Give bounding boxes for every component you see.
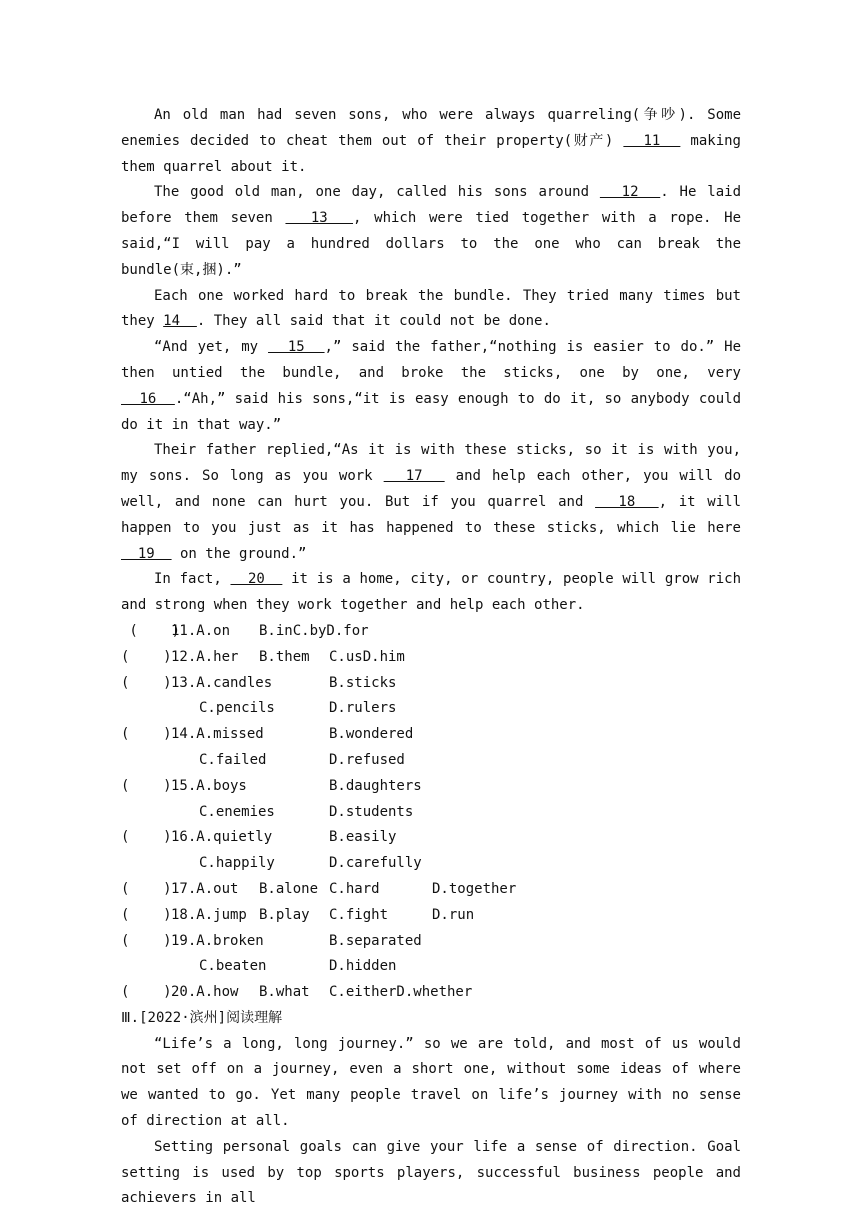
option-a: 20.A.how — [171, 984, 239, 1001]
option-c: C.fight — [329, 906, 389, 923]
option-d: D.rulers — [329, 700, 397, 717]
option-a: 14.A.missed — [171, 726, 264, 743]
option-a: 13.A.candles — [171, 674, 273, 691]
text: making them quarrel about it. — [121, 132, 741, 175]
question-18 — [121, 903, 741, 929]
option-d: D.run — [432, 906, 475, 923]
option-b: B.easily — [329, 829, 397, 846]
text: Each one worked hard to break the bundle. They tried many times but they — [121, 287, 741, 330]
answer-paren[interactable]: ( ) — [121, 829, 172, 846]
option-b: B.play — [259, 906, 310, 923]
option-c: C.beaten — [199, 958, 267, 975]
option-a: 12.A.her — [171, 648, 239, 665]
option-b: B.sticks — [329, 674, 397, 691]
question-13-line-2 — [121, 696, 741, 722]
option-b: B.what — [259, 984, 310, 1001]
passage-paragraph-3 — [121, 284, 741, 336]
option-c: C.happily — [199, 855, 275, 872]
option-b: B.them — [259, 648, 310, 665]
option-d: D.hidden — [329, 958, 397, 975]
question-16-line-2 — [121, 851, 741, 877]
text: “And yet, my — [154, 339, 269, 356]
text: on the ground.” — [171, 545, 307, 562]
answer-paren[interactable]: ( ) — [121, 622, 181, 639]
option-d: D.students — [329, 803, 414, 820]
option-d: D.refused — [329, 751, 405, 768]
answer-paren[interactable]: ( ) — [121, 906, 172, 923]
option-b: B.daughters — [329, 777, 422, 794]
text: The good old man, one day, called his sons around — [154, 184, 600, 201]
section-heading: Ⅲ.[2022·滨州]阅读理解 — [121, 1009, 283, 1026]
text: it is a home, city, or country, people will grow rich and strong when they work together and help each other. — [121, 571, 742, 614]
question-15 — [121, 774, 741, 800]
answer-paren[interactable]: ( ) — [121, 674, 172, 691]
blank-18: 18 — [595, 493, 659, 510]
option-d: D.carefully — [329, 855, 422, 872]
blank-16: 16 — [121, 390, 175, 407]
text: Their father replied,“As it is with these sticks, so it is with you, my sons. So long as you work — [121, 442, 741, 485]
blank-13: 13 — [285, 210, 354, 227]
question-14-line-2 — [121, 748, 741, 774]
answer-paren[interactable]: ( ) — [121, 726, 172, 743]
option-c: C.failed — [199, 751, 267, 768]
reading-paragraph-1: “Life’s a long, long journey.” so we are told, and most of us would not set off on a journey, even a short one, without some ideas of where we wanted to go. Yet many people travel on life’s journey with no sense of direction at all. — [121, 1035, 741, 1130]
question-16 — [121, 825, 741, 851]
passage-paragraph-4 — [121, 335, 741, 438]
reading-paragraph-2: Setting personal goals can give your life a sense of direction. Goal setting is used by top sports players, successful business people and achievers in all — [121, 1138, 741, 1207]
passage-paragraph-6 — [121, 567, 741, 619]
blank-17: 17 — [383, 468, 445, 485]
option-a: 19.A.broken — [171, 932, 264, 949]
question-13 — [121, 671, 741, 697]
answer-paren[interactable]: ( ) — [121, 984, 172, 1001]
passage-paragraph-2 — [121, 180, 741, 283]
document-page — [121, 103, 741, 1212]
option-c: C.usD.him — [329, 648, 405, 665]
option-b: B.wondered — [329, 726, 414, 743]
option-b: B.inC.byD.for — [259, 622, 369, 639]
question-19 — [121, 929, 741, 955]
option-b: B.separated — [329, 932, 422, 949]
text: ,” said the father,“nothing is easier to do.” He then untied the bundle, and broke the sticks, one by one, very — [121, 339, 741, 381]
text: . They all said that it could not be done. — [196, 313, 551, 330]
question-17 — [121, 877, 741, 903]
text: , it will happen to you just as it has happened to these sticks, which lie here — [121, 493, 742, 536]
text: An old man had seven sons, who were always quarreling(争吵). Some enemies decided to cheat them out of their property(财产) — [121, 107, 741, 149]
question-15-line-2 — [121, 800, 741, 826]
option-d: D.together — [432, 880, 517, 897]
blank-19: 19 — [121, 545, 172, 562]
question-20 — [121, 980, 741, 1006]
option-c: C.hard — [329, 880, 380, 897]
blank-11: 11 — [623, 132, 681, 149]
answer-paren[interactable]: ( ) — [121, 648, 172, 665]
option-c: C.eitherD.whether — [329, 984, 473, 1001]
text: , which were tied together with a rope. He said,“I will pay a hundred dollars to the one who can break the bundle(束,捆).” — [121, 210, 742, 278]
option-c: C.pencils — [199, 700, 275, 717]
blank-12: 12 — [599, 184, 661, 201]
blank-14: 14 — [163, 313, 197, 330]
question-12 — [121, 645, 741, 671]
option-a: 17.A.out — [171, 880, 239, 897]
question-14 — [121, 722, 741, 748]
text: . He laid before them seven — [121, 184, 741, 227]
answer-paren[interactable]: ( ) — [121, 932, 172, 949]
text: .“Ah,” said his sons,“it is easy enough to do it, so anybody could do it in that way.” — [121, 390, 741, 433]
text: and help each other, you will do well, and none can hurt you. But if you quarrel and — [121, 468, 741, 510]
answer-paren[interactable]: ( ) — [121, 880, 172, 897]
text: In fact, — [154, 571, 231, 588]
option-a: 11.A.on — [171, 622, 231, 639]
passage-paragraph-1 — [121, 103, 741, 180]
option-a: 16.A.quietly — [171, 829, 273, 846]
option-b: B.alone — [259, 880, 319, 897]
question-19-line-2 — [121, 954, 741, 980]
option-a: 15.A.boys — [171, 777, 247, 794]
answer-paren[interactable]: ( ) — [121, 777, 172, 794]
blank-15: 15 — [268, 339, 325, 356]
question-list — [121, 619, 741, 1006]
question-11 — [121, 619, 741, 645]
option-c: C.enemies — [199, 803, 275, 820]
option-a: 18.A.jump — [171, 906, 247, 923]
passage-paragraph-5 — [121, 438, 741, 567]
blank-20: 20 — [230, 571, 283, 588]
